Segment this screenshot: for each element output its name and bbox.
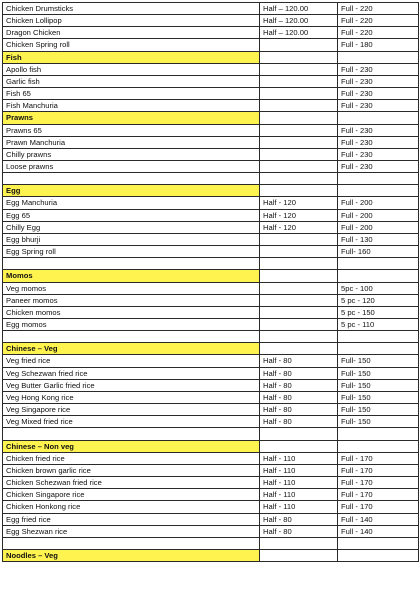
item-half <box>260 63 338 75</box>
item-half <box>260 39 338 51</box>
item-full: Full - 230 <box>338 136 419 148</box>
item-full <box>338 428 419 440</box>
item-name: Egg Spring roll <box>3 246 260 258</box>
item-name: Veg Butter Garlic fried rice <box>3 379 260 391</box>
item-half: Half – 120.00 <box>260 15 338 27</box>
item-full: Full - 230 <box>338 161 419 173</box>
item-half <box>260 428 338 440</box>
item-half <box>260 148 338 160</box>
section-half-cell <box>260 343 338 355</box>
menu-item-row <box>3 416 419 428</box>
menu-item-row <box>3 282 419 294</box>
menu-item-row <box>3 404 419 416</box>
menu-item-row <box>3 258 419 270</box>
item-name: Chilly prawns <box>3 148 260 160</box>
item-full: Full - 180 <box>338 39 419 51</box>
menu-item-row <box>3 39 419 51</box>
section-title: Momos <box>3 270 260 282</box>
item-name: Egg fried rice <box>3 513 260 525</box>
menu-item-row <box>3 464 419 476</box>
item-full: 5pc - 100 <box>338 282 419 294</box>
item-full: Full - 170 <box>338 477 419 489</box>
item-full: Full - 170 <box>338 501 419 513</box>
item-name: Chicken Drumsticks <box>3 3 260 15</box>
section-half-cell <box>260 112 338 124</box>
item-name: Chicken momos <box>3 306 260 318</box>
section-header-row <box>3 549 419 561</box>
section-full-cell <box>338 270 419 282</box>
section-full-cell <box>338 549 419 561</box>
item-half: Half - 110 <box>260 501 338 513</box>
item-full: Full- 150 <box>338 379 419 391</box>
item-name: Veg Schezwan fried rice <box>3 367 260 379</box>
item-full: 5 pc - 120 <box>338 294 419 306</box>
item-full: Full - 140 <box>338 513 419 525</box>
section-full-cell <box>338 343 419 355</box>
menu-item-row <box>3 124 419 136</box>
item-name <box>3 537 260 549</box>
menu-price-table <box>2 2 419 562</box>
section-title: Fish <box>3 51 260 63</box>
item-name: Chicken Honkong rice <box>3 501 260 513</box>
section-header-row <box>3 185 419 197</box>
section-header-row <box>3 343 419 355</box>
item-half <box>260 173 338 185</box>
menu-item-row <box>3 27 419 39</box>
item-half <box>260 306 338 318</box>
item-half: Half – 120.00 <box>260 27 338 39</box>
item-full: Full - 140 <box>338 525 419 537</box>
item-half: Half – 120.00 <box>260 3 338 15</box>
item-full: Full - 200 <box>338 221 419 233</box>
item-half: Half - 80 <box>260 525 338 537</box>
menu-item-row <box>3 489 419 501</box>
item-half: Half - 80 <box>260 513 338 525</box>
menu-item-row <box>3 173 419 185</box>
item-name <box>3 428 260 440</box>
menu-item-row <box>3 501 419 513</box>
item-half <box>260 75 338 87</box>
menu-item-row <box>3 197 419 209</box>
item-name: Veg Hong Kong rice <box>3 391 260 403</box>
item-full: Full - 230 <box>338 88 419 100</box>
menu-item-row <box>3 100 419 112</box>
section-title: Prawns <box>3 112 260 124</box>
item-name: Chicken Lollipop <box>3 15 260 27</box>
item-full: Full - 220 <box>338 3 419 15</box>
menu-item-row <box>3 355 419 367</box>
item-half <box>260 246 338 258</box>
item-full: Full - 200 <box>338 209 419 221</box>
item-name: Fish Manchuria <box>3 100 260 112</box>
section-full-cell <box>338 185 419 197</box>
menu-item-row <box>3 513 419 525</box>
item-half <box>260 100 338 112</box>
section-header-row <box>3 51 419 63</box>
item-half: Half - 80 <box>260 404 338 416</box>
item-full: Full - 220 <box>338 27 419 39</box>
menu-item-row <box>3 294 419 306</box>
item-half <box>260 294 338 306</box>
item-full: Full - 230 <box>338 100 419 112</box>
item-half: Half - 110 <box>260 489 338 501</box>
item-half <box>260 537 338 549</box>
item-name: Veg momos <box>3 282 260 294</box>
section-title: Chinese – Non veg <box>3 440 260 452</box>
section-full-cell <box>338 440 419 452</box>
menu-item-row <box>3 161 419 173</box>
menu-item-row <box>3 3 419 15</box>
menu-item-row <box>3 221 419 233</box>
item-name: Chicken Spring roll <box>3 39 260 51</box>
section-full-cell <box>338 112 419 124</box>
item-half: Half - 110 <box>260 452 338 464</box>
section-half-cell <box>260 270 338 282</box>
item-full: Full- 150 <box>338 391 419 403</box>
item-full <box>338 331 419 343</box>
menu-item-row <box>3 367 419 379</box>
item-full: Full - 230 <box>338 124 419 136</box>
section-half-cell <box>260 549 338 561</box>
section-title: Noodles – Veg <box>3 549 260 561</box>
menu-item-row <box>3 525 419 537</box>
item-half: Half - 80 <box>260 367 338 379</box>
menu-item-row <box>3 379 419 391</box>
item-full <box>338 173 419 185</box>
item-name: Egg 65 <box>3 209 260 221</box>
item-name: Garlic fish <box>3 75 260 87</box>
item-name: Prawns 65 <box>3 124 260 136</box>
section-full-cell <box>338 51 419 63</box>
item-half <box>260 331 338 343</box>
item-name: Chicken brown garlic rice <box>3 464 260 476</box>
section-title: Egg <box>3 185 260 197</box>
menu-item-row <box>3 319 419 331</box>
item-full: Full- 150 <box>338 416 419 428</box>
menu-item-row <box>3 148 419 160</box>
item-half <box>260 124 338 136</box>
item-name <box>3 331 260 343</box>
item-full: Full - 220 <box>338 15 419 27</box>
menu-item-row <box>3 391 419 403</box>
item-full: Full - 130 <box>338 233 419 245</box>
item-full: Full- 150 <box>338 404 419 416</box>
item-name <box>3 258 260 270</box>
item-name: Chilly Egg <box>3 221 260 233</box>
item-name: Egg momos <box>3 319 260 331</box>
menu-item-row <box>3 15 419 27</box>
item-half: Half - 80 <box>260 355 338 367</box>
item-name: Veg fried rice <box>3 355 260 367</box>
item-name: Veg Singapore rice <box>3 404 260 416</box>
item-half <box>260 258 338 270</box>
item-full: 5 pc - 150 <box>338 306 419 318</box>
item-half: Half - 110 <box>260 464 338 476</box>
section-header-row <box>3 440 419 452</box>
item-half: Half - 110 <box>260 477 338 489</box>
item-half <box>260 282 338 294</box>
item-full: Full - 200 <box>338 197 419 209</box>
section-half-cell <box>260 51 338 63</box>
section-half-cell <box>260 185 338 197</box>
item-name: Fish 65 <box>3 88 260 100</box>
section-half-cell <box>260 440 338 452</box>
item-half <box>260 233 338 245</box>
menu-item-row <box>3 233 419 245</box>
item-full: Full - 230 <box>338 63 419 75</box>
item-full: Full- 160 <box>338 246 419 258</box>
item-half <box>260 161 338 173</box>
item-full <box>338 258 419 270</box>
item-name: Paneer momos <box>3 294 260 306</box>
menu-item-row <box>3 63 419 75</box>
menu-item-row <box>3 452 419 464</box>
menu-item-row <box>3 136 419 148</box>
menu-item-row <box>3 331 419 343</box>
item-name: Apollo fish <box>3 63 260 75</box>
item-full: Full - 230 <box>338 75 419 87</box>
item-half: Half - 120 <box>260 197 338 209</box>
item-full: Full - 170 <box>338 452 419 464</box>
item-name: Chicken Schezwan fried rice <box>3 477 260 489</box>
menu-item-row <box>3 428 419 440</box>
item-name: Chicken fried rice <box>3 452 260 464</box>
item-name: Loose prawns <box>3 161 260 173</box>
section-header-row <box>3 112 419 124</box>
item-half: Half - 80 <box>260 391 338 403</box>
item-half: Half - 80 <box>260 379 338 391</box>
item-name: Prawn Manchuria <box>3 136 260 148</box>
item-half <box>260 88 338 100</box>
item-half: Half - 120 <box>260 221 338 233</box>
item-full: Full - 170 <box>338 489 419 501</box>
item-name: Egg bhurji <box>3 233 260 245</box>
menu-item-row <box>3 209 419 221</box>
menu-item-row <box>3 306 419 318</box>
item-half: Half - 80 <box>260 416 338 428</box>
item-half: Half - 120 <box>260 209 338 221</box>
item-full: Full- 150 <box>338 367 419 379</box>
item-full: Full - 170 <box>338 464 419 476</box>
item-full: Full- 150 <box>338 355 419 367</box>
item-half <box>260 319 338 331</box>
menu-item-row <box>3 88 419 100</box>
menu-table-body <box>3 3 419 562</box>
item-full: Full - 230 <box>338 148 419 160</box>
item-name: Egg Manchuria <box>3 197 260 209</box>
section-title: Chinese – Veg <box>3 343 260 355</box>
section-header-row <box>3 270 419 282</box>
item-name: Chicken Singapore rice <box>3 489 260 501</box>
menu-item-row <box>3 477 419 489</box>
item-full <box>338 537 419 549</box>
item-name <box>3 173 260 185</box>
item-name: Egg Shezwan rice <box>3 525 260 537</box>
item-full: 5 pc - 110 <box>338 319 419 331</box>
menu-item-row <box>3 75 419 87</box>
menu-item-row <box>3 537 419 549</box>
menu-item-row <box>3 246 419 258</box>
item-name: Veg Mixed fried rice <box>3 416 260 428</box>
item-name: Dragon Chicken <box>3 27 260 39</box>
item-half <box>260 136 338 148</box>
